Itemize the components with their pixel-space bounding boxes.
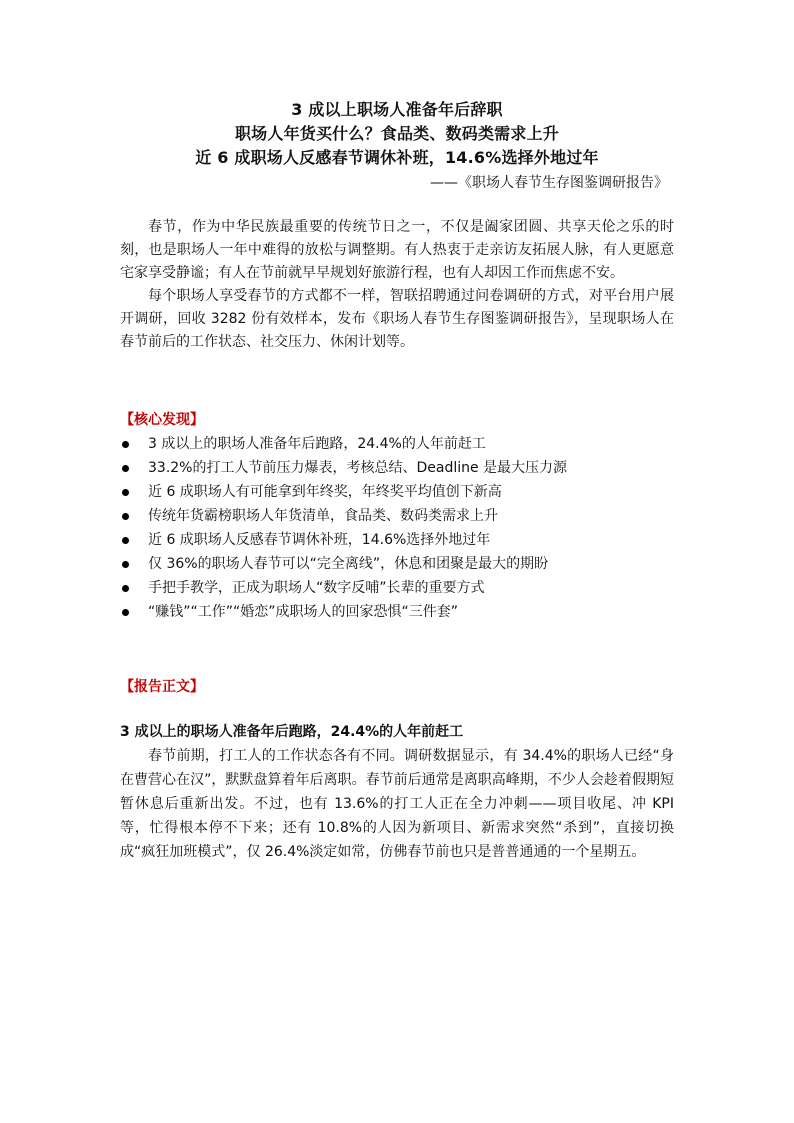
report-body-heading: 【报告正文】 bbox=[120, 679, 204, 695]
bullet-icon bbox=[122, 465, 129, 472]
list-item bbox=[120, 576, 567, 600]
intro-paragraph-1: 春节，作为中华民族最重要的传统节日之一，不仅是阖家团圆、共享天伦之乐的时刻，也是职场人一年中难得的放松与调整期。有人热衷于走亲访友拓展人脉，有人更愿意宅家享受静谧；有人在节前就早早规划好旅游行程，也有人却因工作而焦虑不安。 bbox=[120, 219, 674, 281]
report-paragraph: 春节前期，打工人的工作状态各有不同。调研数据显示，有 34.4%的职场人已经“身在曹营心在汉”，默默盘算着年后离职。春节前后通常是离职高峰期，不少人会趁着假期短暂休息后重新出发。不过，也有 13.6%的打工人正在全力冲刺——项目收尾、冲 KPI 等，忙得根本停不下来；还有 10.8%的人因为新项目、新需求突然“杀到”，直接切换成“疯狂加班模式”，仅 26.4%淡定如常，仿佛春节前也只是普普通通的一个星期五。 bbox=[120, 748, 674, 860]
list-item bbox=[120, 504, 567, 528]
findings-heading: 【核心发现】 bbox=[120, 412, 204, 428]
report-subheading: 3 成以上的职场人准备年后跑路，24.4%的人年前赶工 bbox=[120, 724, 464, 740]
title-line-3: 近 6 成职场人反感春节调休补班，14.6%选择外地过年 bbox=[195, 148, 599, 167]
bullet-icon bbox=[122, 537, 129, 544]
list-item bbox=[120, 528, 567, 552]
title-line-2: 职场人年货买什么？食品类、数码类需求上升 bbox=[234, 124, 559, 143]
list-item bbox=[120, 552, 567, 576]
list-item bbox=[120, 456, 567, 480]
bullet-icon bbox=[122, 561, 129, 568]
list-item bbox=[120, 432, 567, 456]
report-source: ——《职场人春节生存图鉴调研报告》 bbox=[430, 175, 668, 191]
intro-section bbox=[120, 216, 674, 354]
list-item bbox=[120, 600, 567, 624]
findings-list bbox=[120, 432, 567, 624]
bullet-icon bbox=[122, 513, 129, 520]
list-item bbox=[120, 480, 567, 504]
finding-text: 近 6 成职场人反感春节调休补班，14.6%选择外地过年 bbox=[148, 532, 491, 548]
bullet-icon bbox=[122, 609, 129, 616]
finding-text: 传统年货霸榜职场人年货清单，食品类、数码类需求上升 bbox=[148, 508, 498, 524]
finding-text: 近 6 成职场人有可能拿到年终奖，年终奖平均值创下新高 bbox=[148, 484, 502, 500]
finding-text: 手把手教学，正成为职场人“数字反哺”长辈的重要方式 bbox=[148, 580, 485, 596]
bullet-icon bbox=[122, 441, 129, 448]
bullet-icon bbox=[122, 489, 129, 496]
finding-text: 3 成以上的职场人准备年后跑路，24.4%的人年前赶工 bbox=[148, 436, 486, 452]
title-line-1: 3 成以上职场人准备年后辞职 bbox=[291, 100, 503, 119]
title-block bbox=[0, 98, 794, 170]
finding-text: 33.2%的打工人节前压力爆表，考核总结、Deadline 是最大压力源 bbox=[148, 460, 568, 476]
bullet-icon bbox=[122, 585, 129, 592]
finding-text: 仅 36%的职场人春节可以“完全离线”，休息和团聚是最大的期盼 bbox=[148, 556, 549, 572]
intro-paragraph-2: 每个职场人享受春节的方式都不一样，智联招聘通过问卷调研的方式，对平台用户展开调研，回收 3282 份有效样本，发布《职场人春节生存图鉴调研报告》，呈现职场人在春节前后的工作状态、社交压力、休闲计划等。 bbox=[120, 288, 674, 350]
finding-text: “赚钱”“工作”“婚恋”成职场人的回家恐惧“三件套” bbox=[148, 604, 459, 620]
